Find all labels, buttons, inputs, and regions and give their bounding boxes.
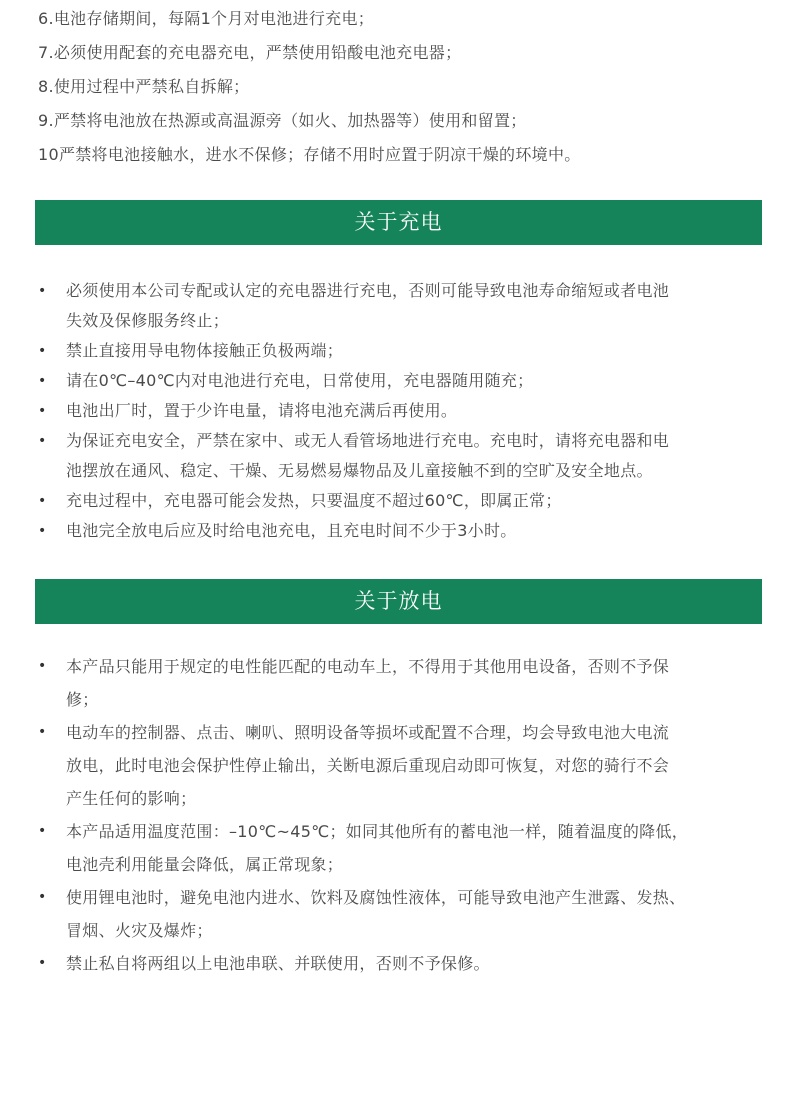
list-item bbox=[35, 881, 765, 947]
bullet-icon: • bbox=[38, 493, 47, 509]
list-item bbox=[35, 426, 765, 486]
bullet-icon: • bbox=[38, 658, 47, 674]
list-item-line: 产生任何的影响； bbox=[66, 789, 197, 808]
bullet-icon: • bbox=[38, 343, 47, 359]
bullet-icon: • bbox=[38, 283, 47, 299]
list-item-line: 池摆放在通风、稳定、干燥、无易燃易爆物品及儿童接触不到的空旷及安全地点。 bbox=[66, 461, 653, 480]
storage-note: 8.使用过程中严禁私自拆解； bbox=[38, 77, 250, 96]
storage-note: 6.电池存储期间，每隔1个月对电池进行充电； bbox=[38, 9, 375, 28]
list-item-line: 充电过程中，充电器可能会发热，只要温度不超过60℃，即属正常； bbox=[66, 491, 562, 510]
bullet-icon: • bbox=[38, 433, 47, 449]
list-item-line: 冒烟、火灾及爆炸； bbox=[66, 921, 213, 940]
bullet-icon: • bbox=[38, 955, 47, 971]
charging-section-header: 关于充电 bbox=[35, 200, 762, 245]
list-item-line: 电池完全放电后应及时给电池充电，且充电时间不少于3小时。 bbox=[66, 521, 517, 540]
storage-note: 9.严禁将电池放在热源或高温源旁（如火、加热器等）使用和留置； bbox=[38, 111, 527, 130]
bullet-icon: • bbox=[38, 889, 47, 905]
list-item-line: 请在0℃–40℃内对电池进行充电，日常使用，充电器随用随充； bbox=[66, 371, 534, 390]
list-item-line: 本产品适用温度范围：–10℃~45℃；如同其他所有的蓄电池一样，随着温度的降低， bbox=[66, 822, 689, 841]
list-item bbox=[35, 276, 765, 336]
list-item-line: 修； bbox=[66, 690, 99, 709]
list-item-line: 禁止私自将两组以上电池串联、并联使用，否则不予保修。 bbox=[66, 954, 490, 973]
list-item bbox=[35, 650, 765, 716]
list-item-line: 使用锂电池时，避免电池内进水、饮料及腐蚀性液体，可能导致电池产生泄露、发热、 bbox=[66, 888, 686, 907]
list-item bbox=[35, 366, 765, 396]
bullet-icon: • bbox=[38, 724, 47, 740]
bullet-icon: • bbox=[38, 823, 47, 839]
list-item-line: 禁止直接用导电物体接触正负极两端； bbox=[66, 341, 344, 360]
storage-note: 7.必须使用配套的充电器充电，严禁使用铅酸电池充电器； bbox=[38, 43, 462, 62]
list-item-line: 本产品只能用于规定的电性能匹配的电动车上，不得用于其他用电设备，否则不予保 bbox=[66, 657, 670, 676]
list-item bbox=[35, 486, 765, 516]
list-item-line: 失效及保修服务终止； bbox=[66, 311, 230, 330]
list-item-line: 必须使用本公司专配或认定的充电器进行充电，否则可能导致电池寿命缩短或者电池 bbox=[66, 281, 670, 300]
discharging-rules-list bbox=[35, 650, 765, 980]
charging-rules-list bbox=[35, 276, 765, 546]
list-item bbox=[35, 336, 765, 366]
list-item bbox=[35, 516, 765, 546]
list-item bbox=[35, 815, 765, 881]
bullet-icon: • bbox=[38, 403, 47, 419]
list-item-line: 电池壳利用能量会降低，属正常现象； bbox=[66, 855, 344, 874]
list-item bbox=[35, 396, 765, 426]
list-item-line: 放电，此时电池会保护性停止输出，关断电源后重现启动即可恢复，对您的骑行不会 bbox=[66, 756, 670, 775]
list-item bbox=[35, 947, 765, 980]
bullet-icon: • bbox=[38, 373, 47, 389]
bullet-icon: • bbox=[38, 523, 47, 539]
list-item-line: 电池出厂时，置于少许电量，请将电池充满后再使用。 bbox=[66, 401, 458, 420]
storage-notes-list bbox=[38, 2, 778, 172]
list-item-line: 电动车的控制器、点击、喇叭、照明设备等损坏或配置不合理，均会导致电池大电流 bbox=[66, 723, 670, 742]
discharging-section-header: 关于放电 bbox=[35, 579, 762, 624]
list-item-line: 为保证充电安全，严禁在家中、或无人看管场地进行充电。充电时，请将充电器和电 bbox=[66, 431, 670, 450]
storage-note: 10严禁将电池接触水，进水不保修；存储不用时应置于阴凉干燥的环境中。 bbox=[38, 145, 581, 164]
list-item bbox=[35, 716, 765, 815]
